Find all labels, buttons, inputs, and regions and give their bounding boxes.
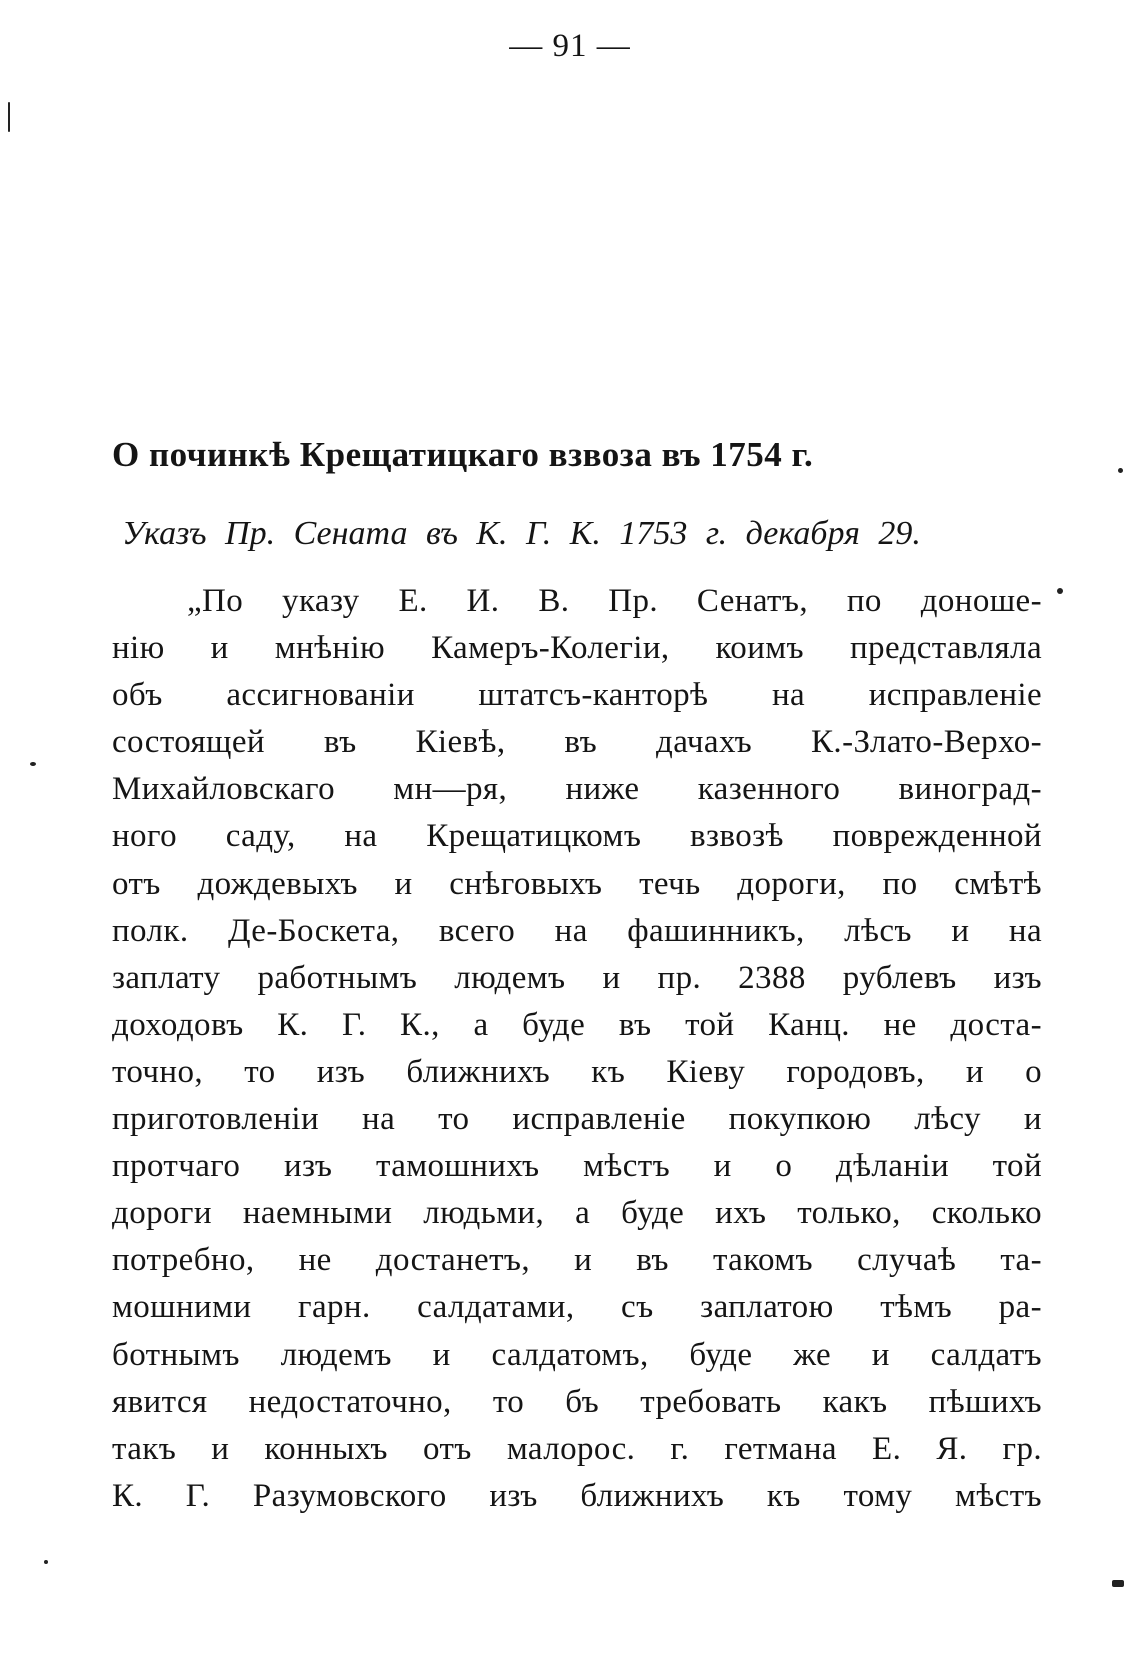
text-line: отъ дождевыхъ и снѣговыхъ течь дороги, по смѣтѣ <box>112 865 1042 902</box>
text-line: ного саду, на Крещатицкомъ взвозѣ поврежденной <box>112 818 1042 855</box>
text-line: приготовленіи на то исправленіе покупкою лѣсу и <box>112 1101 1042 1138</box>
text-line: дороги наемными людьми, а буде ихъ только, сколько <box>112 1195 1042 1232</box>
text-line: доходовъ К. Г. К., а буде въ той Канц. не доста- <box>112 1006 1042 1043</box>
body-text <box>112 578 1042 1520</box>
scan-speck <box>1112 1580 1124 1587</box>
text-line: такъ и конныхъ отъ малорос. г. гетмана Е. Я. гр. <box>112 1430 1042 1467</box>
text-line: К. Г. Разумовского изъ ближнихъ къ тому мѣстъ <box>112 1477 1042 1514</box>
text-line: точно, то изъ ближнихъ къ Кіеву городовъ, и о <box>112 1053 1042 1090</box>
section-heading: О починкѣ Крещатицкаго взвоза въ 1754 г. <box>112 435 814 474</box>
text-line: мошними гарн. салдатами, съ заплатою тѣмъ ра- <box>112 1289 1042 1326</box>
text-line: протчаго изъ тамошнихъ мѣстъ и о дѣланіи той <box>112 1148 1042 1185</box>
text-line: нію и мнѣнію Камеръ-Колегіи, коимъ представляла <box>112 630 1042 667</box>
scan-speck <box>44 1560 48 1564</box>
text-line: полк. Де-Боскета, всего на фашинникъ, лѣсъ и на <box>112 912 1042 949</box>
scan-speck <box>1118 468 1123 473</box>
text-line: заплату работнымъ людемъ и пр. 2388 рублевъ изъ <box>112 959 1042 996</box>
text-line: „По указу Е. И. В. Пр. Сенатъ, по доноше- <box>187 583 1042 619</box>
scan-speck <box>8 102 10 132</box>
text-line: Михайловскаго мн—ря, ниже казенного виноград- <box>112 771 1042 808</box>
text-line: объ ассигнованіи штатсъ-канторѣ на исправленіе <box>112 677 1042 714</box>
text-line: явится недостаточно, то бъ требовать какъ пѣшихъ <box>112 1383 1042 1420</box>
decree-subheading: Указъ Пр. Сената въ К. Г. К. 1753 г. декабря 29. <box>122 515 921 552</box>
scan-speck <box>1057 588 1063 594</box>
scan-speck <box>30 762 36 766</box>
text-line: ботнымъ людемъ и салдатомъ, буде же и салдатъ <box>112 1336 1042 1373</box>
text-line: состоящей въ Кіевѣ, въ дачахъ К.-Злато-Верхо- <box>112 724 1042 761</box>
text-line: потребно, не достанетъ, и въ такомъ случаѣ та- <box>112 1242 1042 1279</box>
page-number: — 91 — <box>509 28 631 64</box>
